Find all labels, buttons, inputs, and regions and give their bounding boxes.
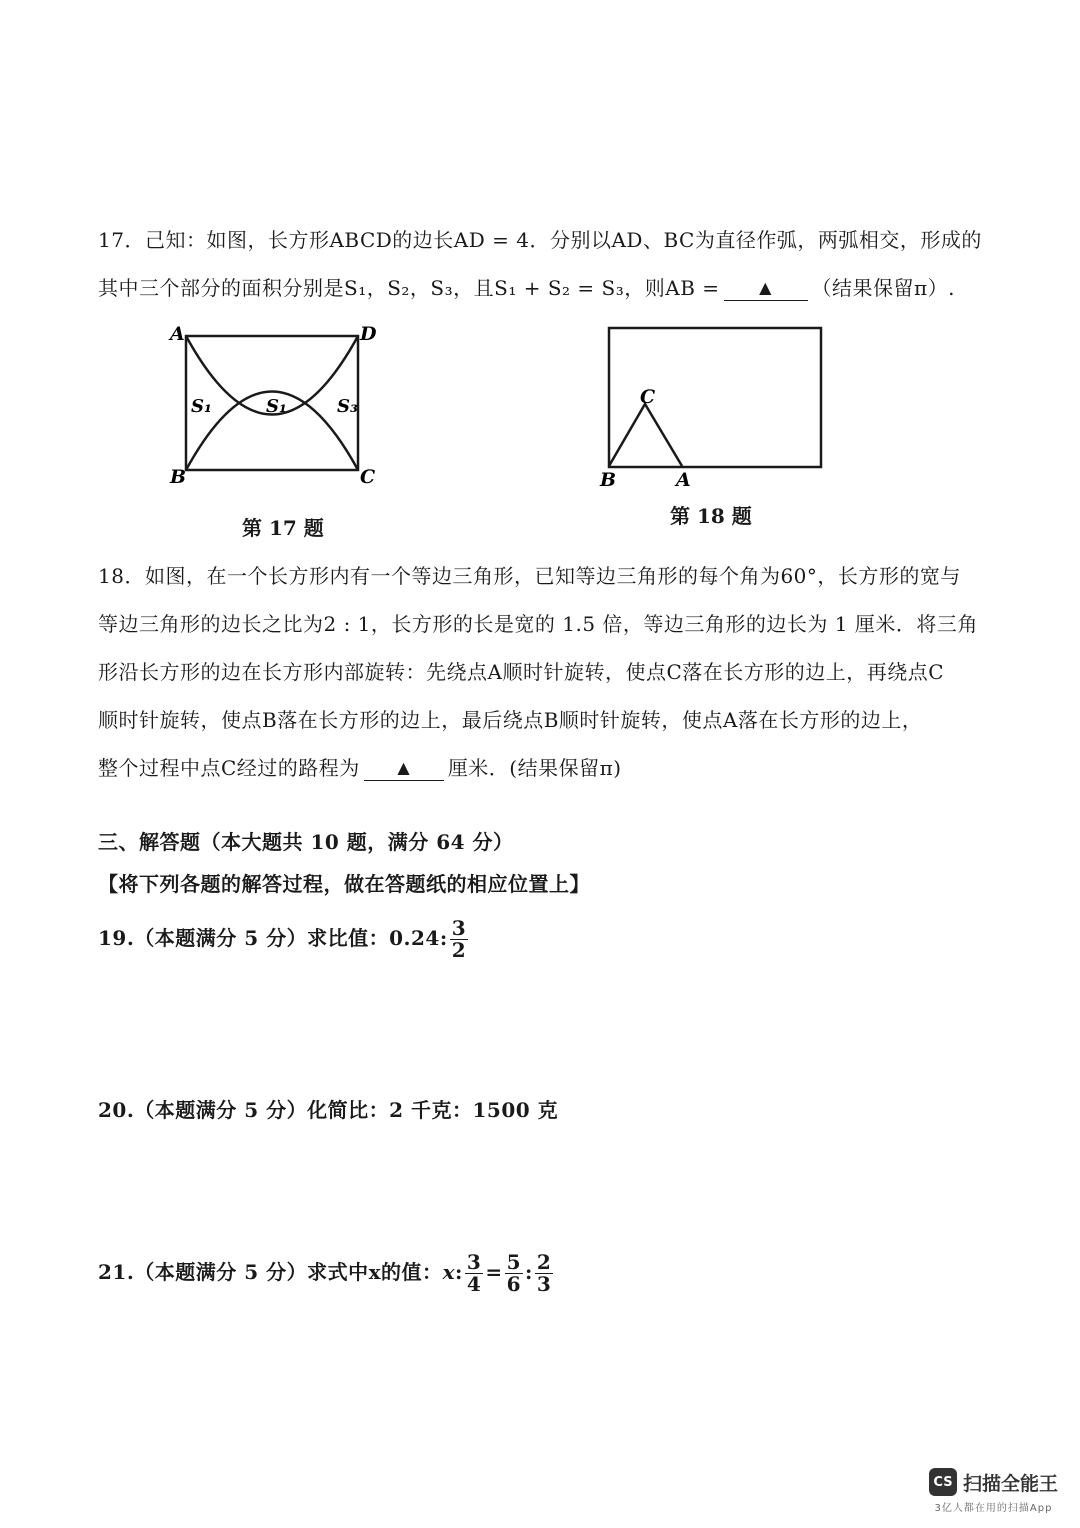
q18-line4: 顺时针旋转，使点B落在长方形的边上，最后绕点B顺时针旋转，使点A落在长方形的边上， xyxy=(98,708,923,732)
q20: 20.（本题满分 5 分）化简比：2 千克：1500 克 xyxy=(98,1098,559,1122)
q18-blank-mark: ▲ xyxy=(397,758,411,777)
q21-fraction-2 xyxy=(505,1252,523,1295)
fig17-label-b: B xyxy=(170,466,187,488)
q21-text: 21.（本题满分 5 分）求式中x的值： xyxy=(98,1260,443,1284)
q21-equals: = xyxy=(485,1260,503,1284)
q21-f3-numerator: 2 xyxy=(536,1250,552,1274)
q18-line5 xyxy=(98,752,622,781)
q18-line2: 等边三角形的边长之比为2 : 1，长方形的长是宽的 1.5 倍，等边三角形的边长为 1 厘米．将三角 xyxy=(98,612,978,636)
fig17-label-s-middle: S₁ xyxy=(266,396,287,417)
fig17-label-s-right: S₃ xyxy=(337,396,358,417)
fig18-label-b: B xyxy=(600,469,617,491)
figure-18 xyxy=(590,320,830,492)
fig17-label-c: C xyxy=(360,466,376,488)
q18-line5-note: 厘米．(结果保留π) xyxy=(447,756,622,780)
scanner-watermark xyxy=(929,1468,1058,1514)
q17-answer-blank xyxy=(724,276,808,301)
q17-line2 xyxy=(98,272,955,301)
q18-line5-text: 整个过程中点C经过的路程为 xyxy=(98,756,360,780)
figure-17-caption: 第 17 题 xyxy=(242,516,324,540)
q17-line1: 17．己知：如图，长方形ABCD的边长AD = 4．分别以AD、BC为直径作弧，两弧相交，形成的 xyxy=(98,228,982,252)
q21-f2-numerator: 5 xyxy=(506,1250,521,1274)
watermark-brand-name: 扫描全能王 xyxy=(962,1472,1058,1495)
q18-line3: 形沿长方形的边在长方形内部旋转：先绕点A顺时针旋转，使点C落在长方形的边上，再绕点C xyxy=(98,660,945,684)
q21-f1-numerator: 3 xyxy=(466,1250,482,1274)
q19-fraction xyxy=(450,918,468,961)
figure-17 xyxy=(160,318,400,498)
q19-fraction-denominator: 2 xyxy=(451,938,467,962)
q21-f3-denominator: 3 xyxy=(536,1272,552,1296)
fig18-label-c: C xyxy=(640,386,656,408)
q21-variable: x xyxy=(442,1260,455,1284)
fig17-label-s-left: S₁ xyxy=(191,396,212,417)
q19-fraction-numerator: 3 xyxy=(451,916,467,940)
q17-line2-note: （结果保留π）. xyxy=(811,276,956,300)
q19-text: 19.（本题满分 5 分）求比值：0.24: xyxy=(98,926,448,950)
q21-fraction-1 xyxy=(465,1252,483,1295)
q18-line1: 18．如图，在一个长方形内有一个等边三角形，已知等边三角形的每个角为60°，长方形的宽与 xyxy=(98,564,961,588)
q21: 21.（本题满分 5 分）求式中x的值：x: $\frac{3}{4}$ = $\frac{5}{6}$ : $\frac{2}{3}$ xyxy=(98,1250,552,1296)
q19 xyxy=(98,918,470,961)
figure-18-caption: 第 18 题 xyxy=(670,504,752,528)
camscanner-logo-icon: CS xyxy=(929,1468,957,1496)
q17-blank-mark: ▲ xyxy=(759,278,772,297)
section-3-instruction: 【将下列各题的解答过程，做在答题纸的相应位置上】 xyxy=(98,872,590,896)
q21-fraction-3 xyxy=(535,1252,553,1295)
section-3-heading: 三、解答题（本大题共 10 题，满分 64 分） xyxy=(98,830,514,854)
fig17-label-a: A xyxy=(170,323,185,345)
q21-f1-denominator: 4 xyxy=(466,1272,482,1296)
watermark-tagline: 3亿人都在用的扫描App xyxy=(934,1503,1053,1514)
fig17-label-d: D xyxy=(360,323,377,345)
q17-line2-text: 其中三个部分的面积分别是S₁，S₂，S₃，且S₁ + S₂ = S₃，则AB = xyxy=(98,276,720,300)
fig18-label-a: A xyxy=(676,469,691,491)
q18-answer-blank xyxy=(364,756,444,781)
q21-f2-denominator: 6 xyxy=(506,1272,521,1296)
fig18-triangle xyxy=(609,404,682,466)
